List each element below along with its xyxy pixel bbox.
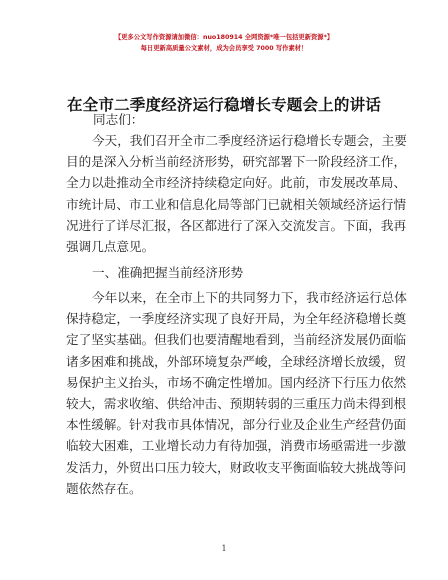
section1-paragraph (66, 287, 407, 499)
paragraph-line: 保持稳定，一季度经济实现了良好开局，为全年经济稳增长奠 (66, 311, 407, 327)
document-title: 在全市二季度经济运行稳增长专题会上的讲话 (66, 95, 381, 114)
paragraph-line: 临较大困难，工业增长动力有待加强，消费市场亟需进一步激 (66, 438, 407, 454)
paragraph-line: 诸多困难和挑战，外部环境复杂严峻，全球经济增长放缓，贸 (66, 353, 407, 369)
paragraph-line: 今年以来，在全市上下的共同努力下，我市经济运行总体 (92, 290, 407, 305)
paragraph-line: 题依然存在。 (66, 480, 142, 496)
promo-banner-line-2: 每日更新高质量公文素材，成为会员享受 7000 写作素材！ (140, 45, 308, 52)
paragraph-line: 市统计局、市工业和信息化局等部门已就相关领域经济运行情 (66, 196, 407, 212)
paragraph-line: 本性缓解。针对我市具体情况，部分行业及企业生产经营仍面 (66, 417, 407, 433)
paragraph-line: 今天，我们召开全市二季度经济运行稳增长专题会，主要 (92, 133, 407, 148)
paragraph-line: 全力以赴推动全市经济持续稳定向好。此前，市发展改革局、 (66, 175, 407, 191)
section-heading: 一、准确把握当前经济形势 (92, 265, 244, 280)
paragraph-line: 发活力，外贸出口压力较大，财政收支平衡面临较大挑战等问 (66, 459, 407, 475)
paragraph-line: 况进行了详尽汇报，各区都进行了深入交流发言。下面，我再 (66, 217, 407, 233)
greeting: 同志们： (93, 112, 144, 127)
promo-banner-line-1: 【更多公文写作资源请加微信：nuo180914 全网资源*唯一包括更新资源*】 (114, 34, 334, 41)
intro-paragraph (66, 130, 407, 257)
paragraph-line: 定了坚实基础。但我们也要清醒地看到，当前经济发展仍面临 (66, 332, 407, 348)
paragraph-line: 强调几点意见。 (66, 238, 155, 254)
paragraph-line: 较大，需求收缩、供给冲击、预期转弱的三重压力尚未得到根 (66, 395, 407, 411)
page-number: 1 (221, 544, 227, 553)
paragraph-line: 目的是深入分析当前经济形势，研究部署下一阶段经济工作， (66, 154, 407, 170)
paragraph-line: 易保护主义抬头，市场不确定性增加。国内经济下行压力依然 (66, 374, 407, 390)
